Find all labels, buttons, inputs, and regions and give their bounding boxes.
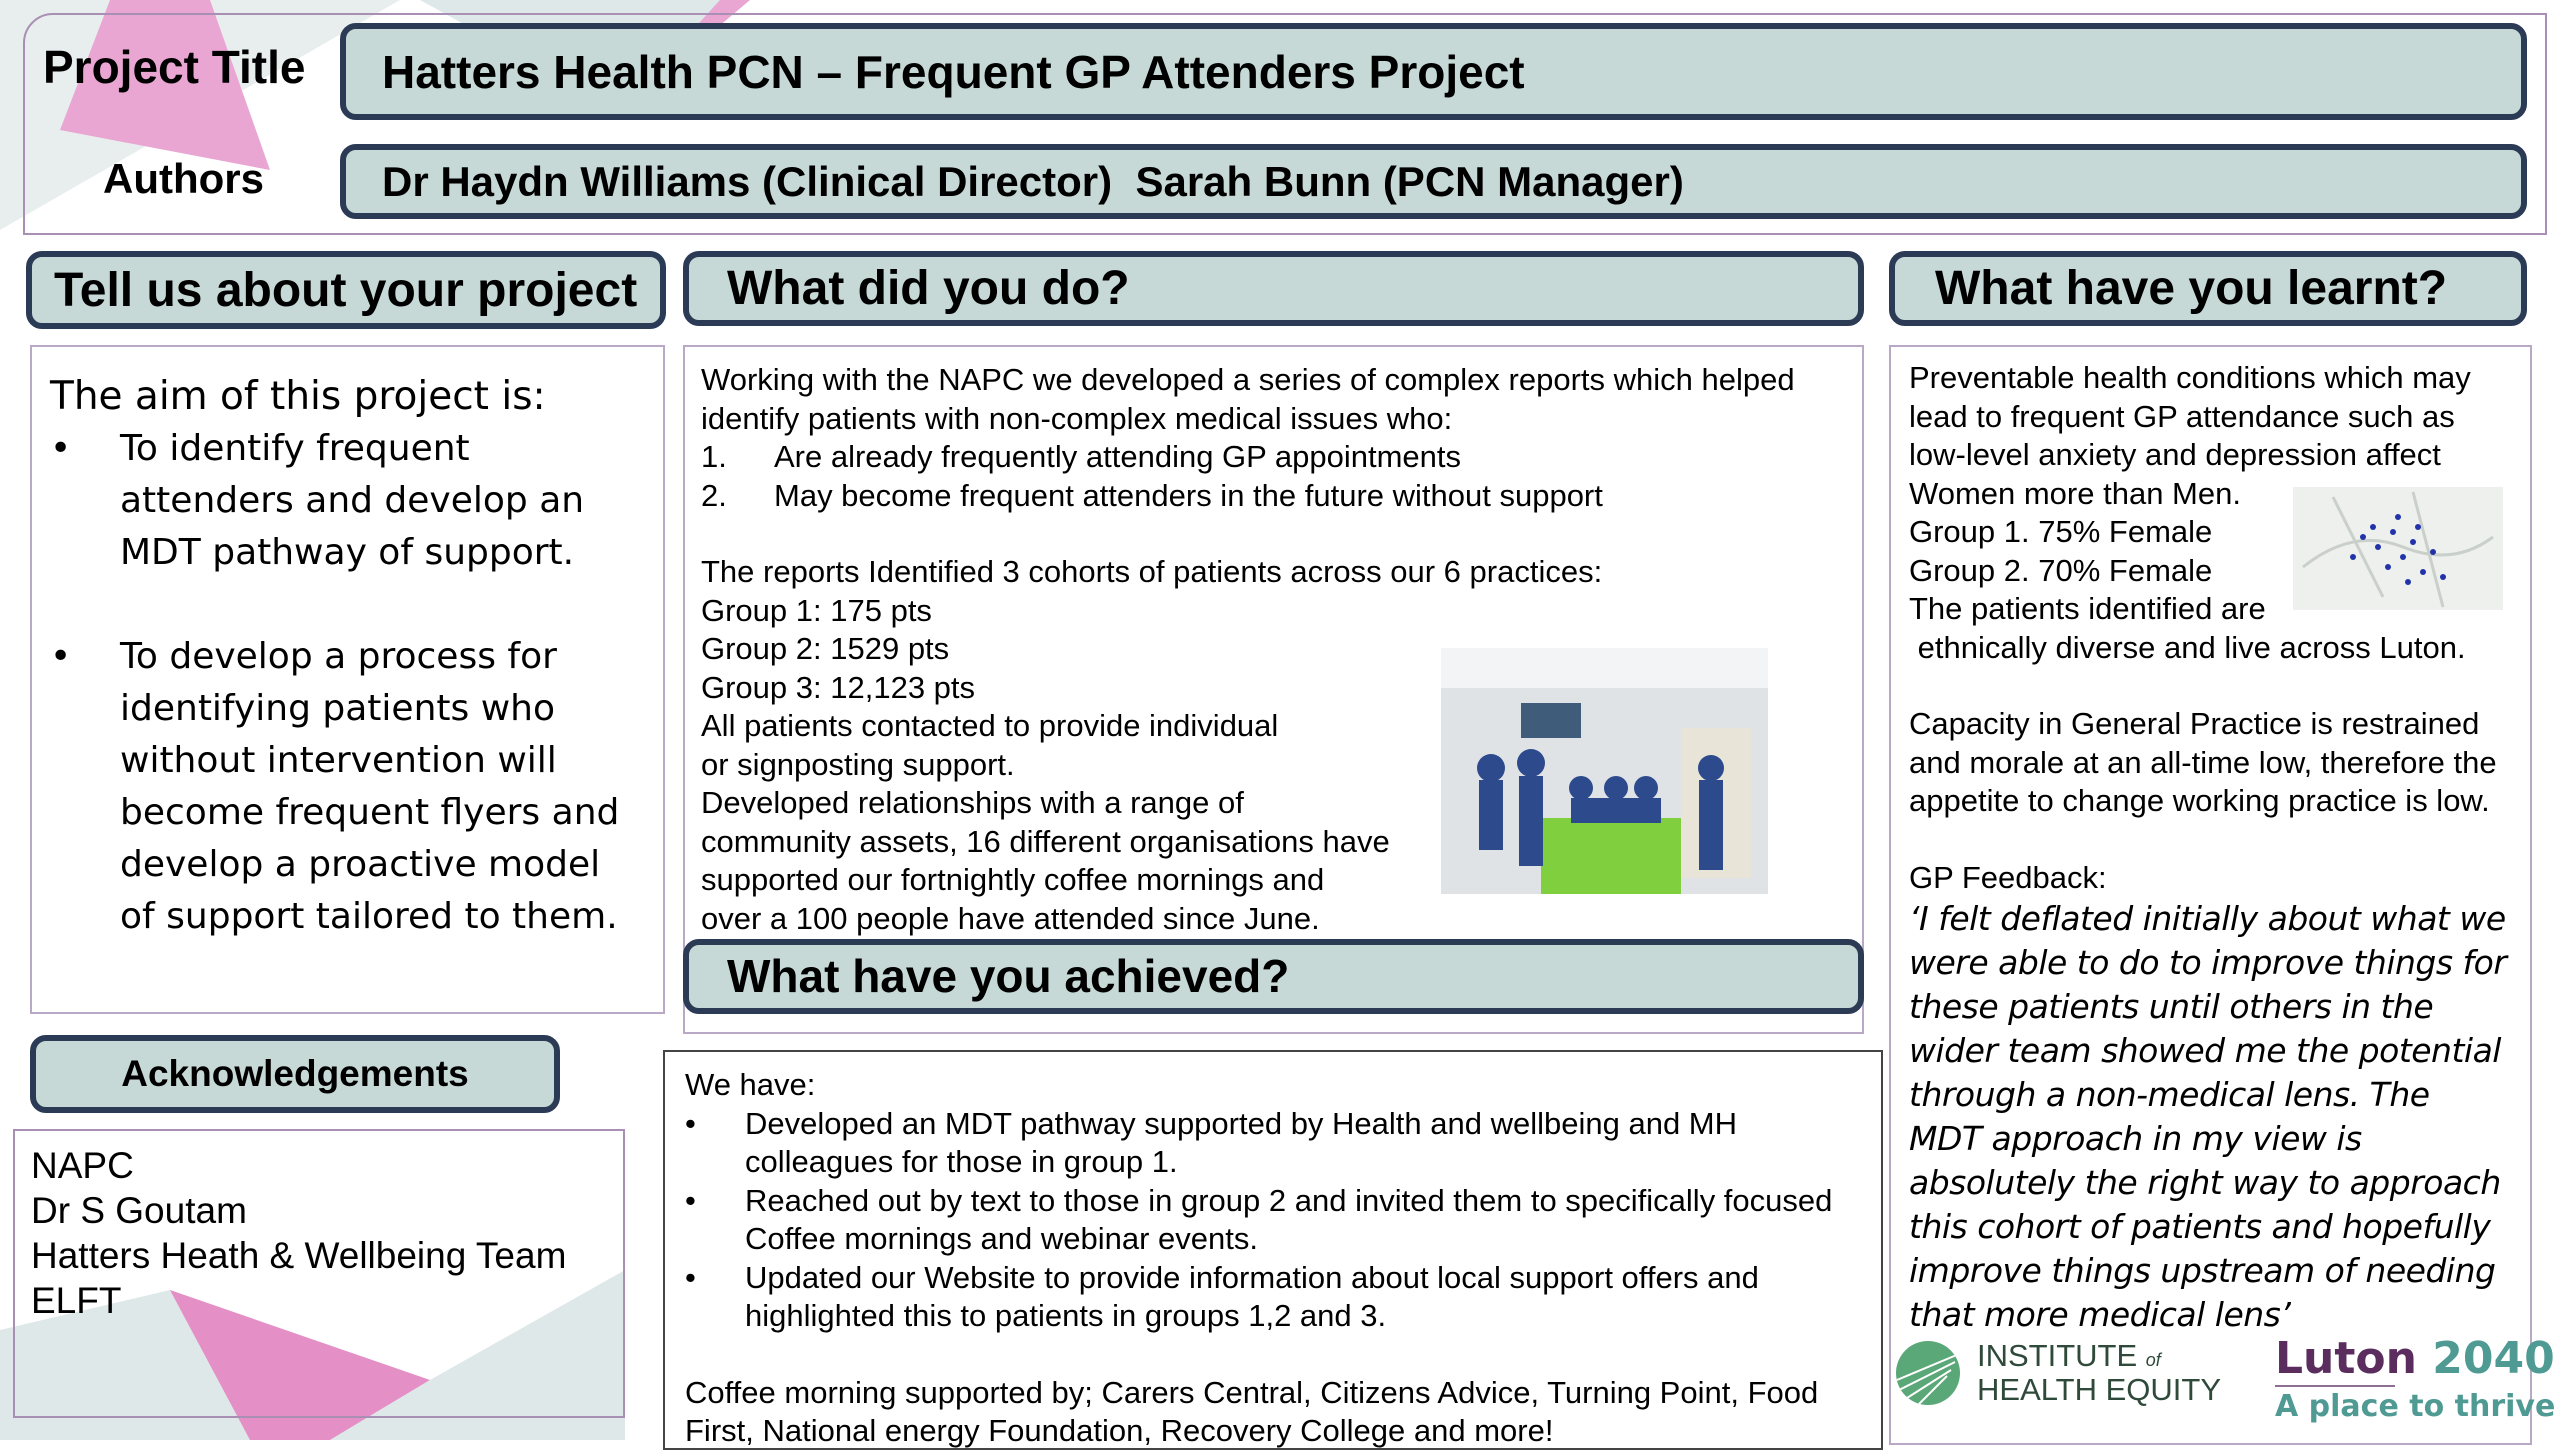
about-content	[30, 345, 665, 1014]
did-list-number: 2.	[701, 477, 727, 513]
luton-text: Luton	[2275, 1333, 2417, 1384]
did-text: community assets, 16 different organisations have	[701, 823, 1390, 859]
ack-heading	[30, 1035, 560, 1113]
did-text: or signposting support.	[701, 746, 1015, 782]
learnt-text: ethnically diverse and live across Luton.	[1909, 629, 2466, 665]
did-group: Group 3: 12,123 pts	[701, 669, 976, 705]
did-text: over a 100 people have attended since June.	[701, 900, 1320, 936]
tagline-text: A place to thrive	[2275, 1389, 2556, 1424]
project-title-label: Project Title	[43, 41, 306, 93]
gp-feedback-label: GP Feedback:	[1909, 859, 2107, 895]
ihe-of: of	[2145, 1350, 2161, 1370]
learnt-heading-text: What have you learnt?	[1935, 262, 2448, 315]
about-bullet-text: To develop a process for identifying patients who without intervention will become frequent flyers and develop a proactive model of support tailored to them.	[120, 636, 620, 937]
learnt-text: The patients identified are	[1909, 591, 2266, 626]
ack-item: Dr S Goutam	[31, 1190, 247, 1231]
achieved-content	[663, 1050, 1883, 1450]
achieved-bullet-text: Developed an MDT pathway supported by Health and wellbeing and MH colleagues for those in group 1.	[745, 1105, 1738, 1179]
achieved-coffee: Coffee morning supported by; Carers Central, Citizens Advice, Turning Point, Food First, National energy Foundation, Recovery College and more!	[685, 1374, 1819, 1448]
did-intro: Working with the NAPC we developed a series of complex reports which helped identify patients with non-complex medical issues who:	[701, 362, 1795, 436]
did-group: Group 1: 175 pts	[701, 592, 932, 628]
about-heading	[26, 251, 666, 329]
about-bullet: • To identify frequent attenders and develop an MDT pathway of support.	[50, 423, 645, 579]
about-intro: The aim of this project is:	[50, 374, 546, 419]
did-text: All patients contacted to provide individual	[701, 708, 1279, 743]
achieved-heading	[683, 939, 1864, 1014]
learnt-group: Group 2. 70% Female	[1909, 552, 2213, 588]
did-text: Developed relationships with a range of	[701, 785, 1244, 820]
did-heading-text: What did you do?	[727, 262, 1130, 315]
gp-feedback-quote: ‘I felt deflated initially about what we were able to do to improve things for these patients until others in the wider team showed me the potential through a non-medical lens. The MDT approach in my view is absolutely the right way to approach this cohort of patients and hopefully improve things upstream of needing that more medical lens’	[1909, 899, 2507, 1334]
project-title-text: Hatters Health PCN – Frequent GP Attenders Project	[382, 45, 1525, 98]
about-bullet-text: To identify frequent attenders and develop an MDT pathway of support.	[120, 428, 585, 573]
learnt-text: Preventable health conditions which may lead to frequent GP attendance such as low-level anxiety and depression affect Women more than Men.	[1909, 360, 2471, 511]
achieved-intro: We have:	[685, 1067, 816, 1102]
did-list-text: May become frequent attenders in the future without support	[774, 477, 1603, 513]
ihe-line2: HEALTH EQUITY	[1977, 1372, 2222, 1407]
authors-label: Authors	[103, 155, 264, 202]
ihe-logo-icon	[1895, 1340, 1961, 1406]
did-list-number: 1.	[701, 439, 727, 474]
achieved-bullet: • Developed an MDT pathway supported by Health and wellbeing and MH colleagues for those in group 1.	[685, 1105, 1861, 1182]
luton-map-image	[2293, 487, 2503, 610]
project-title	[340, 23, 2527, 120]
did-text: supported our fortnightly coffee mornings and	[701, 862, 1325, 897]
did-list-item	[701, 438, 1846, 477]
about-bullet: • To develop a process for identifying patients who without intervention will become frequent flyers and develop a proactive model of support tailored to them.	[50, 631, 645, 943]
ack-item: NAPC	[31, 1145, 134, 1186]
learnt-group: Group 1. 75% Female	[1909, 514, 2213, 549]
did-list-item	[701, 477, 1846, 516]
authors	[340, 144, 2527, 219]
did-list-text: Are already frequently attending GP appointments	[774, 439, 1462, 474]
authors-text: Dr Haydn Williams (Clinical Director) Sarah Bunn (PCN Manager)	[382, 157, 1684, 205]
luton-2040-logo	[2275, 1335, 2555, 1424]
learnt-text: Capacity in General Practice is restrained and morale at an all-time low, therefore the appetite to change working practice is low.	[1909, 706, 2497, 818]
achieved-bullet: • Updated our Website to provide information about local support offers and highlighted this to patients in groups 1,2 and 3.	[685, 1259, 1861, 1336]
achieved-bullet: • Reached out by text to those in group 2 and invited them to specifically focused Coffee mornings and webinar events.	[685, 1182, 1861, 1259]
did-group: Group 2: 1529 pts	[701, 631, 950, 666]
ack-content	[13, 1129, 625, 1418]
ack-item: ELFT	[31, 1280, 122, 1321]
did-heading	[683, 251, 1864, 326]
about-heading-text: Tell us about your project	[54, 263, 638, 317]
ack-heading-text: Acknowledgements	[121, 1053, 469, 1094]
ack-item: Hatters Heath & Wellbeing Team	[31, 1235, 567, 1276]
ihe-line1: INSTITUTE	[1977, 1338, 2138, 1373]
achieved-bullet-text: Reached out by text to those in group 2 and invited them to specifically focused Coffee mornings and webinar events.	[745, 1182, 1833, 1256]
learnt-heading	[1889, 251, 2527, 326]
ihe-logo	[1895, 1340, 2221, 1406]
achieved-bullet-text: Updated our Website to provide information about local support offers and highlighted this to patients in groups 1,2 and 3.	[745, 1259, 1759, 1333]
did-cohorts: The reports Identified 3 cohorts of patients across our 6 practices:	[701, 554, 1603, 589]
achieved-heading-text: What have you achieved?	[727, 950, 1290, 1002]
coffee-morning-photo	[1441, 648, 1768, 894]
year-text: 2040	[2432, 1333, 2555, 1384]
